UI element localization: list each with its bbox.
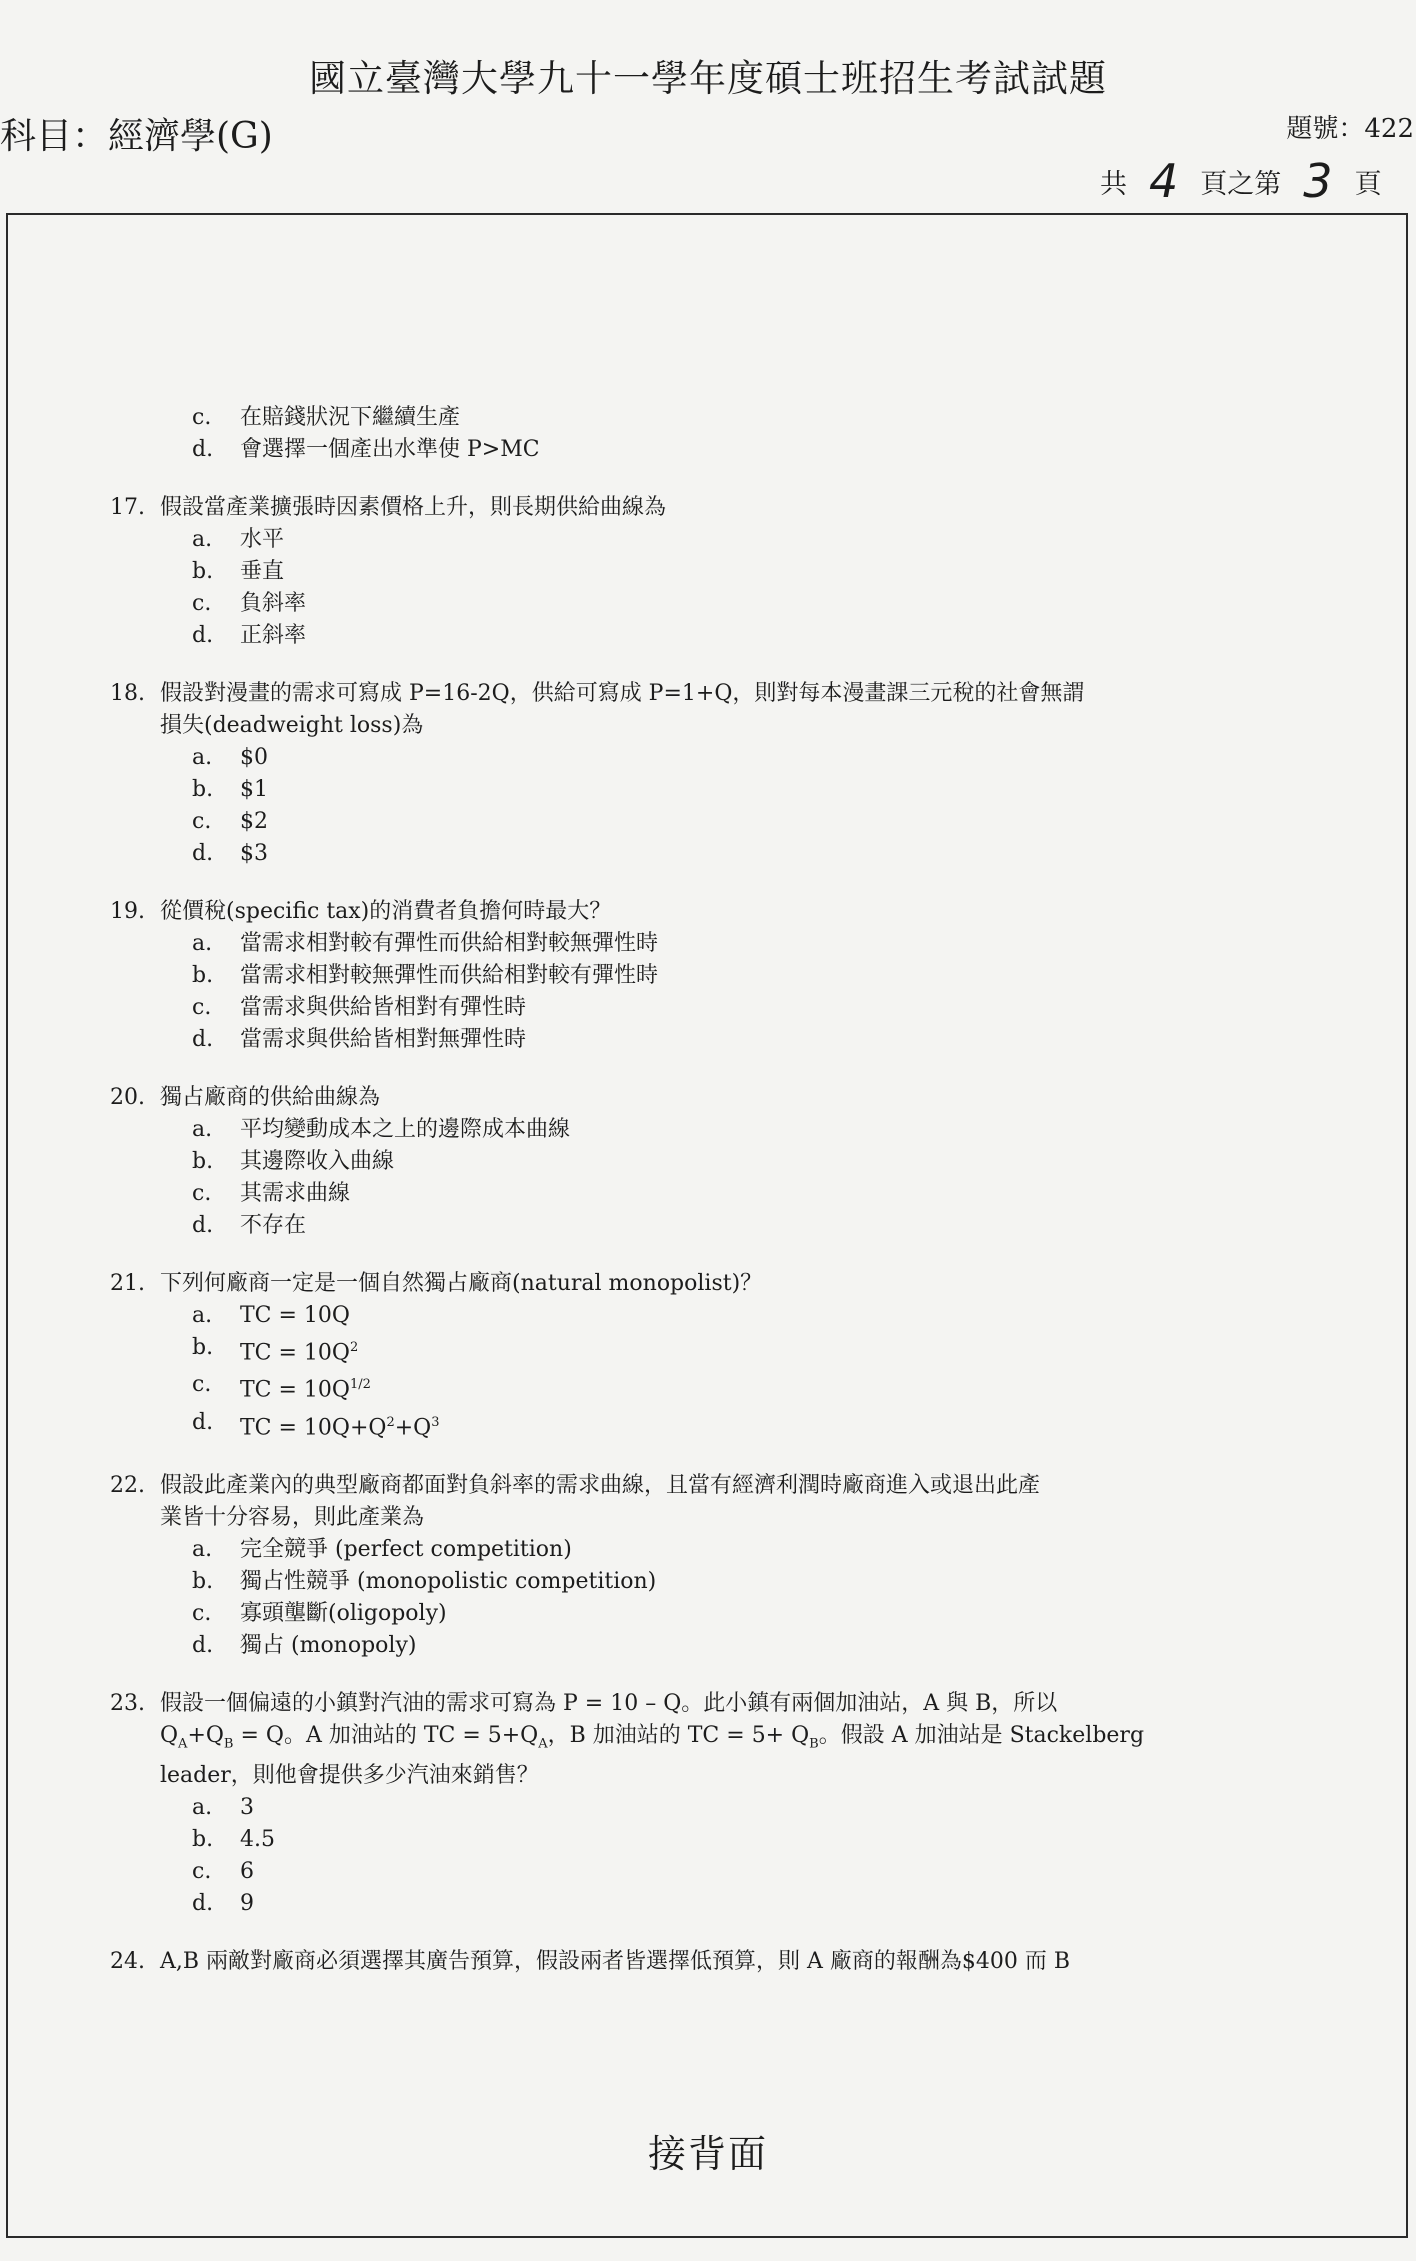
option-d: d. $3 bbox=[192, 841, 268, 866]
option-c: c. 在賠錢狀況下繼續生產 bbox=[192, 405, 461, 430]
option-b: b. 獨占性競爭 (monopolistic competition) bbox=[192, 1568, 657, 1594]
option-a: a. 3 bbox=[192, 1795, 254, 1821]
question-list bbox=[110, 402, 1250, 1978]
option-d: d. 獨占 (monopoly) bbox=[192, 1632, 417, 1658]
page-middle: 頁之第 bbox=[1200, 169, 1282, 200]
page-prefix: 共 bbox=[1100, 169, 1127, 200]
option-a: a. $0 bbox=[192, 745, 268, 770]
page-total: 4 bbox=[1149, 154, 1179, 208]
question-24: 24. A,B 兩敵對廠商必須選擇其廣告預算，假設兩者皆選擇低預算，則 A 廠商的報酬為$400 而 B bbox=[110, 1949, 1071, 1975]
option-d: d. 當需求與供給皆相對無彈性時 bbox=[192, 1027, 527, 1052]
question-20: 20. 獨占廠商的供給曲線為 bbox=[110, 1085, 381, 1110]
option-c: c. 負斜率 bbox=[192, 591, 307, 616]
exam-title: 國立臺灣大學九十一學年度碩士班招生考試試題 bbox=[309, 57, 1107, 100]
option-c: c. 寡頭壟斷(oligopoly) bbox=[192, 1600, 447, 1626]
question-22: 22. 假設此產業內的典型廠商都面對負斜率的需求曲線，且當有經濟利潤時廠商進入或退出此產 業皆十分容易，則此產業為 bbox=[110, 1472, 1041, 1530]
option-d: d. TC = $10Q+Q^2+Q^3$ bbox=[192, 1409, 440, 1440]
option-b: b. 垂直 bbox=[192, 559, 285, 584]
option-a: a. 當需求相對較有彈性而供給相對較無彈性時 bbox=[192, 931, 659, 956]
page-indicator bbox=[1100, 150, 1382, 208]
option-a: a. 完全競爭 (perfect competition) bbox=[192, 1536, 572, 1562]
option-b: b. 當需求相對較無彈性而供給相對較有彈性時 bbox=[192, 963, 659, 988]
option-d: d. 不存在 bbox=[192, 1213, 307, 1238]
option-b: b. $1 bbox=[192, 777, 268, 802]
question-17: 17. 假設當產業擴張時因素價格上升，則長期供給曲線為 bbox=[110, 495, 667, 520]
option-c: c. 當需求與供給皆相對有彈性時 bbox=[192, 995, 527, 1020]
question-23: 23. 假設一個偏遠的小鎮對汽油的需求可寫為 P = 10 – Q。此小鎮有兩個加油站，A 與 B，所以 $Q_A+Q_B = Q$。A 加油站的 TC = $5+Q_A$，B 加油站的 TC = $5+ Q_B$。假設 A 加油站是 Stackelberg leader，則他會提供多少汽油來銷售？ bbox=[110, 1690, 1145, 1789]
page-current: 3 bbox=[1303, 154, 1333, 208]
option-a: a. 平均變動成本之上的邊際成本曲線 bbox=[192, 1117, 571, 1142]
option-b: b. TC = $10Q^2$ bbox=[192, 1335, 359, 1366]
option-c: c. 6 bbox=[192, 1859, 254, 1885]
subject-label: 科目：經濟學(G) bbox=[0, 116, 273, 157]
option-b: b. 4.5 bbox=[192, 1827, 275, 1853]
question-18: 18. 假設對漫畫的需求可寫成 P=16-2Q，供給可寫成 P=1+Q，則對每本漫畫課三元稅的社會無謂 損失(deadweight loss)為 bbox=[110, 681, 1085, 738]
option-a: a. TC = 10Q bbox=[192, 1303, 350, 1328]
continue-on-back-note: 接背面 bbox=[647, 2132, 768, 2176]
option-b: b. 其邊際收入曲線 bbox=[192, 1149, 395, 1174]
option-c: c. $2 bbox=[192, 809, 268, 834]
page-suffix: 頁 bbox=[1354, 169, 1382, 200]
option-d: d. 正斜率 bbox=[192, 623, 307, 648]
option-a: a. 水平 bbox=[192, 527, 285, 552]
option-c: c. 其需求曲線 bbox=[192, 1181, 351, 1206]
question-21: 21. 下列何廠商一定是一個自然獨占廠商(natural monopolist)？ bbox=[110, 1271, 763, 1296]
question-19: 19. 從價稅(specific tax)的消費者負擔何時最大？ bbox=[110, 899, 612, 924]
option-d: d. 9 bbox=[192, 1891, 254, 1917]
question-code: 題號：422 bbox=[1286, 114, 1414, 144]
option-d: d. 會選擇一個產出水準使 P>MC bbox=[192, 437, 540, 462]
option-c: c. TC = $10Q^{1/2}$ bbox=[192, 1372, 371, 1403]
